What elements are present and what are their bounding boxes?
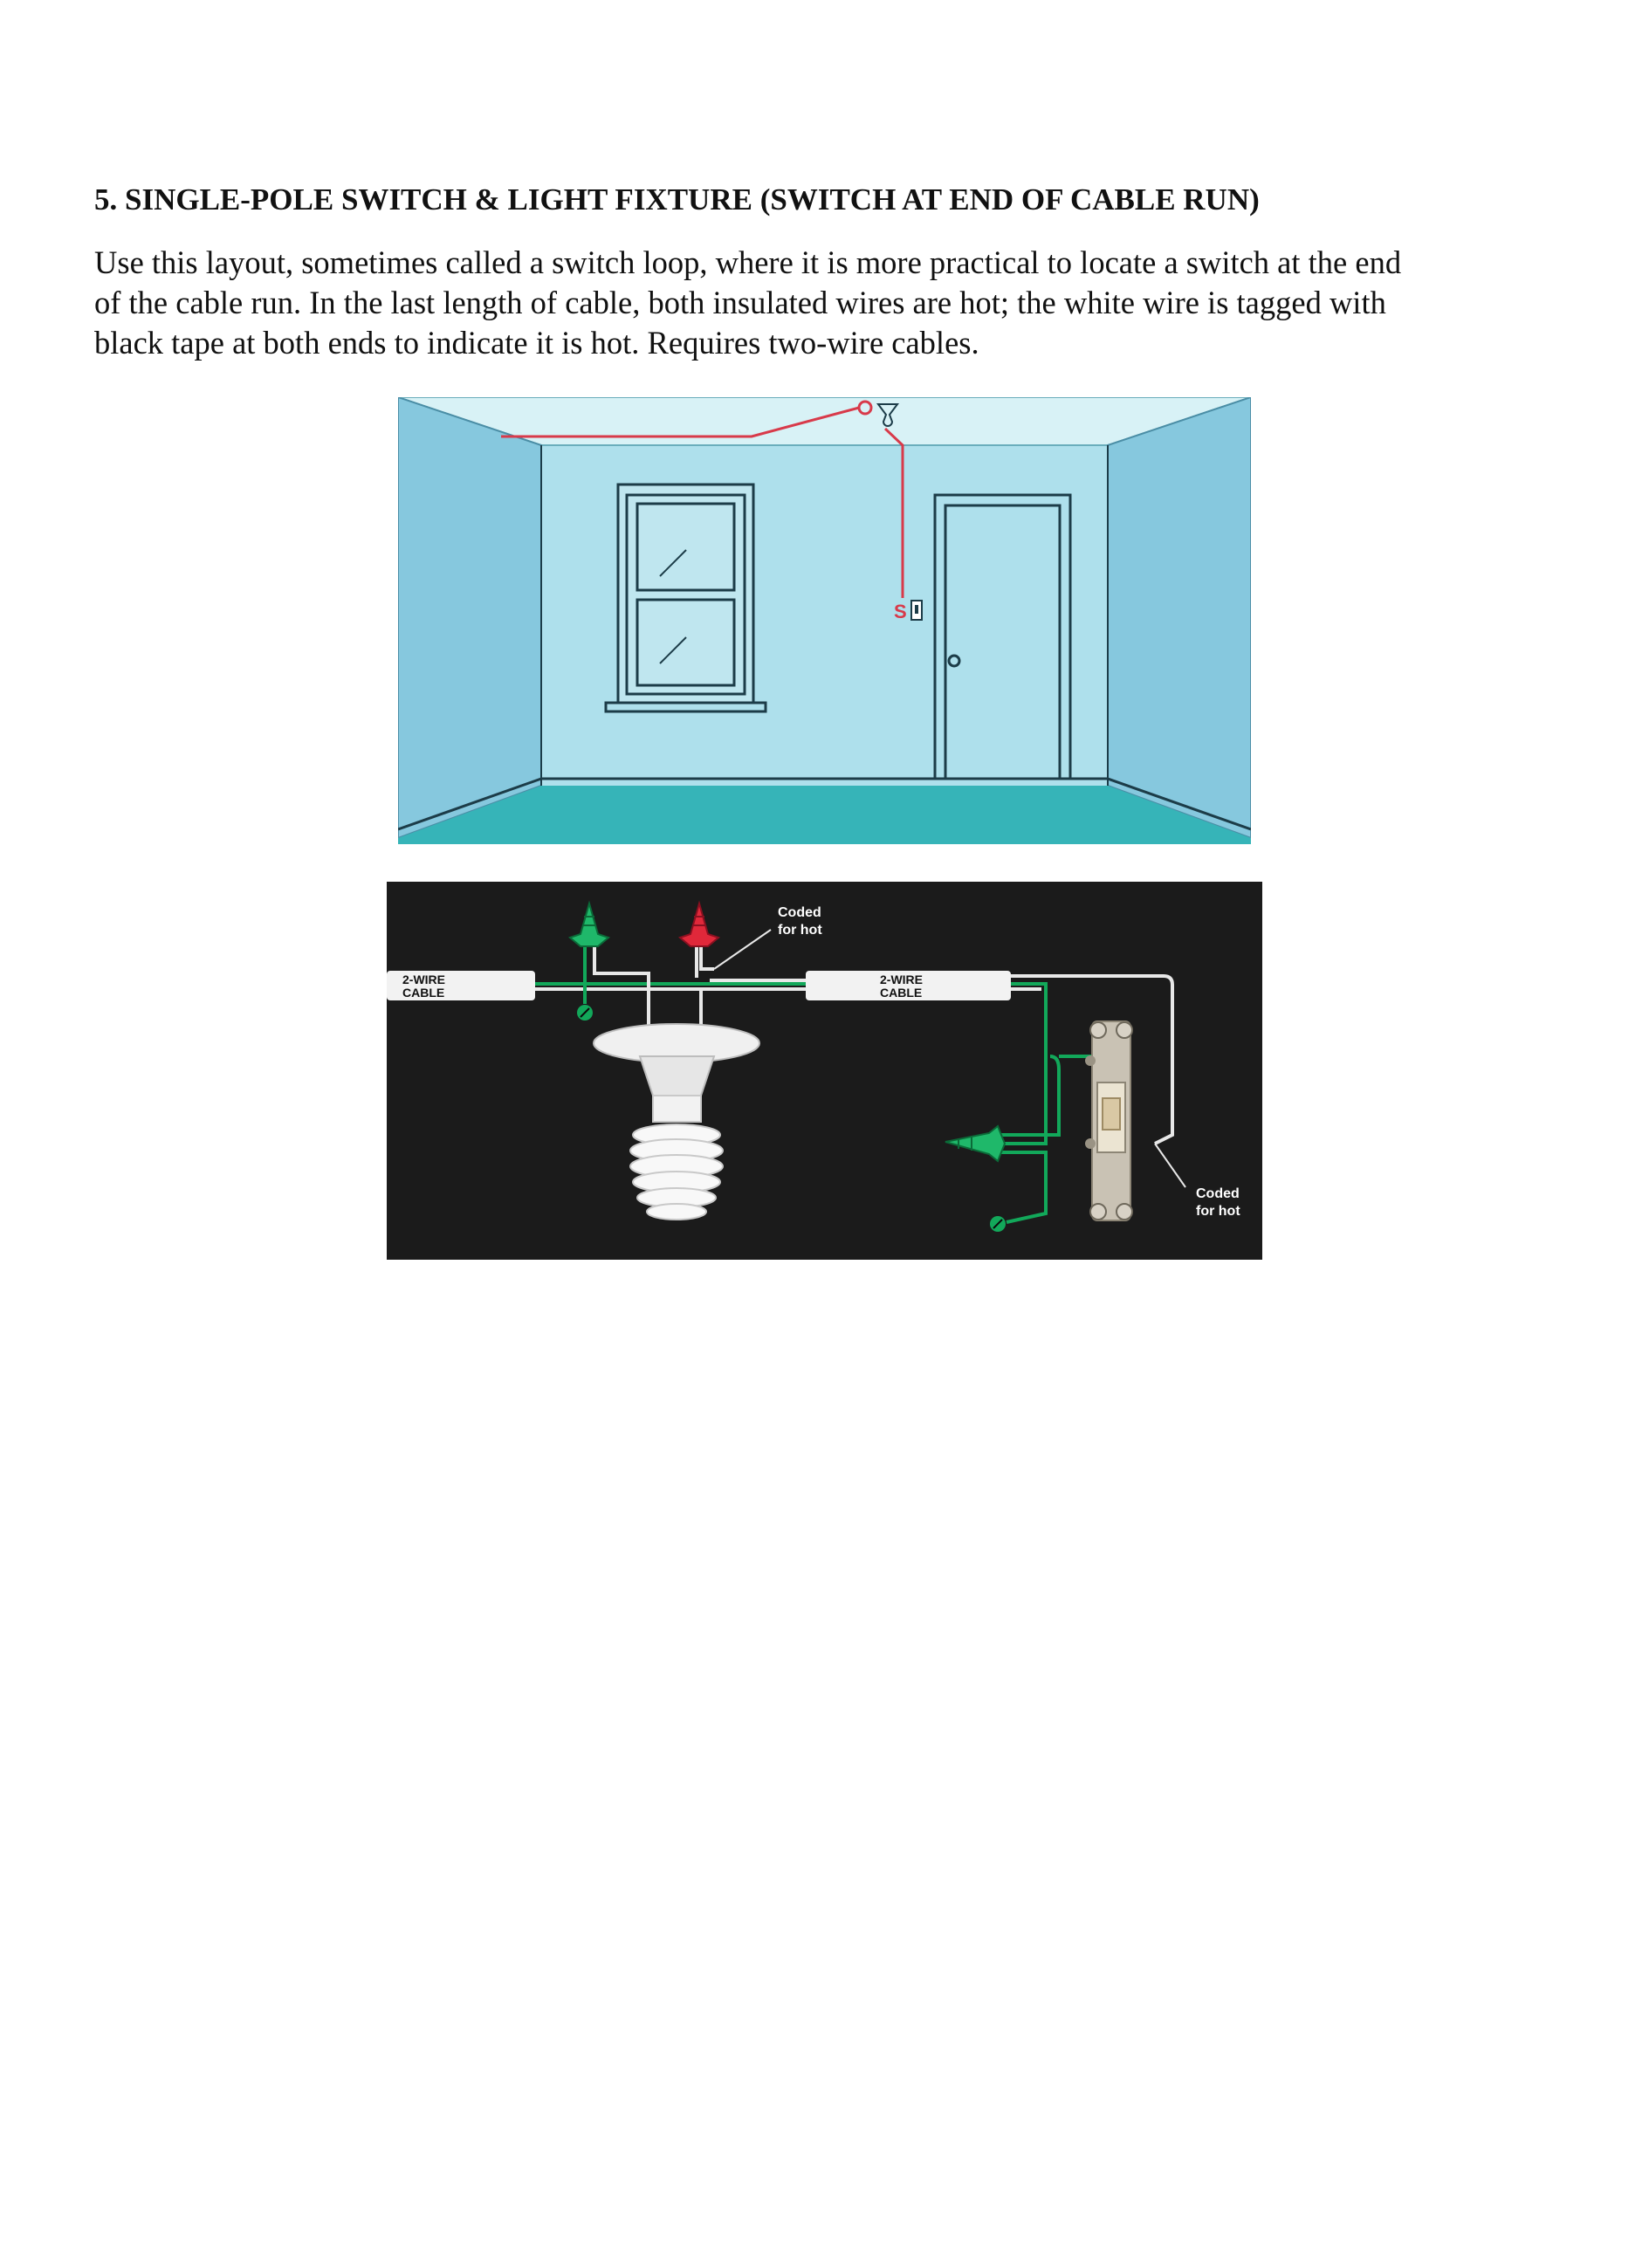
- floor: [398, 786, 1251, 844]
- left-wall: [398, 397, 541, 838]
- coded-label-bottom-line: for hot: [1196, 1204, 1240, 1219]
- room-illustration: [398, 397, 1251, 844]
- cable-label-line: 2-WIRE: [402, 972, 445, 986]
- cable-right: [806, 971, 1011, 1000]
- cable-label-line: CABLE: [880, 986, 923, 1000]
- switch-icon: [1085, 1021, 1132, 1220]
- coded-label-top-line: Coded: [778, 905, 821, 920]
- paragraph-line: of the cable run. In the last length of cable, both insulated wires are hot; the white wire is tagged with: [94, 285, 1386, 320]
- section-heading: 5. SINGLE-POLE SWITCH & LIGHT FIXTURE (SWITCH AT END OF CABLE RUN): [94, 182, 1260, 216]
- coded-label-bottom-line: Coded: [1196, 1186, 1240, 1201]
- cable-left: [387, 971, 535, 1000]
- wiring-illustration: [387, 882, 1262, 1260]
- door: [935, 495, 1070, 779]
- ceiling-box-icon: [859, 402, 871, 414]
- window: [606, 485, 766, 711]
- coded-label-top-line: for hot: [778, 923, 822, 938]
- description-paragraph: [94, 243, 1578, 363]
- cable-label-line: CABLE: [402, 986, 445, 1000]
- paragraph-line: black tape at both ends to indicate it is hot. Requires two-wire cables.: [94, 325, 979, 361]
- switch-symbol: S: [894, 601, 907, 622]
- cable-label-line: 2-WIRE: [880, 972, 923, 986]
- paragraph-line: Use this layout, sometimes called a switch loop, where it is more practical to locate a switch at the end: [94, 244, 1402, 280]
- ceiling: [398, 397, 1251, 445]
- right-wall: [1108, 397, 1251, 838]
